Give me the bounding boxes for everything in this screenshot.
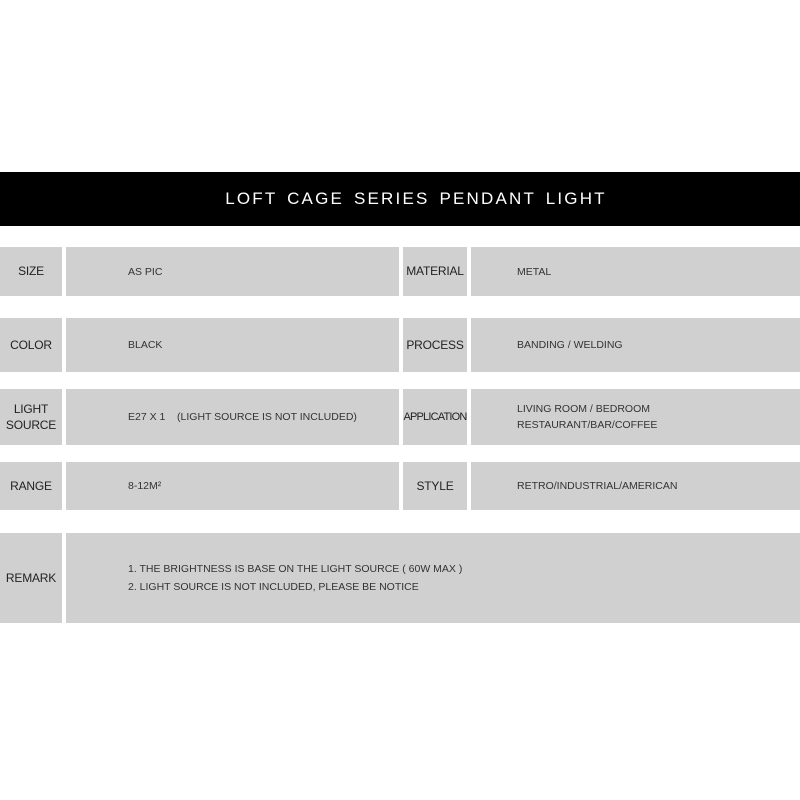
spec-label-light-source bbox=[0, 389, 62, 445]
page-title: LOFT CAGE SERIES PENDANT LIGHT bbox=[225, 189, 607, 208]
spec-label-light-source-line-2: SOURCE bbox=[5, 418, 57, 432]
spec-label-material: MATERIAL bbox=[403, 247, 467, 296]
spec-value-application-line-1: LIVING ROOM / BEDROOM bbox=[517, 403, 651, 415]
spec-label-size: SIZE bbox=[0, 247, 62, 296]
spec-value-size: AS PIC bbox=[66, 247, 399, 296]
spec-value-range: 8-12M² bbox=[66, 462, 399, 510]
spec-value-application-line-2: RESTAURANT/BAR/COFFEE bbox=[517, 419, 658, 431]
spec-label-color: COLOR bbox=[0, 318, 62, 372]
spec-value-color: BLACK bbox=[66, 318, 399, 372]
spec-value-light-source bbox=[66, 389, 399, 445]
spec-label-range: RANGE bbox=[0, 462, 62, 510]
remark-line-1: 1. THE BRIGHTNESS IS BASE ON THE LIGHT SOURCE ( 60W MAX ) bbox=[128, 563, 463, 575]
spec-value-process: BANDING / WELDING bbox=[471, 318, 800, 372]
spec-label-style: STYLE bbox=[403, 462, 467, 510]
title-banner bbox=[0, 172, 800, 226]
spec-label-remark: REMARK bbox=[0, 533, 62, 623]
spec-value-application bbox=[471, 389, 800, 445]
spec-label-light-source-line-1: LIGHT bbox=[13, 402, 49, 416]
spec-value-remark bbox=[66, 533, 800, 623]
remark-line-2: 2. LIGHT SOURCE IS NOT INCLUDED, PLEASE BE NOTICE bbox=[128, 581, 419, 593]
spec-value-light-source-text: E27 X 1 (LIGHT SOURCE IS NOT INCLUDED) bbox=[128, 411, 357, 423]
spec-value-style: RETRO/INDUSTRIAL/AMERICAN bbox=[471, 462, 800, 510]
spec-label-application: APPLICATION bbox=[403, 389, 467, 445]
spec-value-material: METAL bbox=[471, 247, 800, 296]
spec-label-process: PROCESS bbox=[403, 318, 467, 372]
